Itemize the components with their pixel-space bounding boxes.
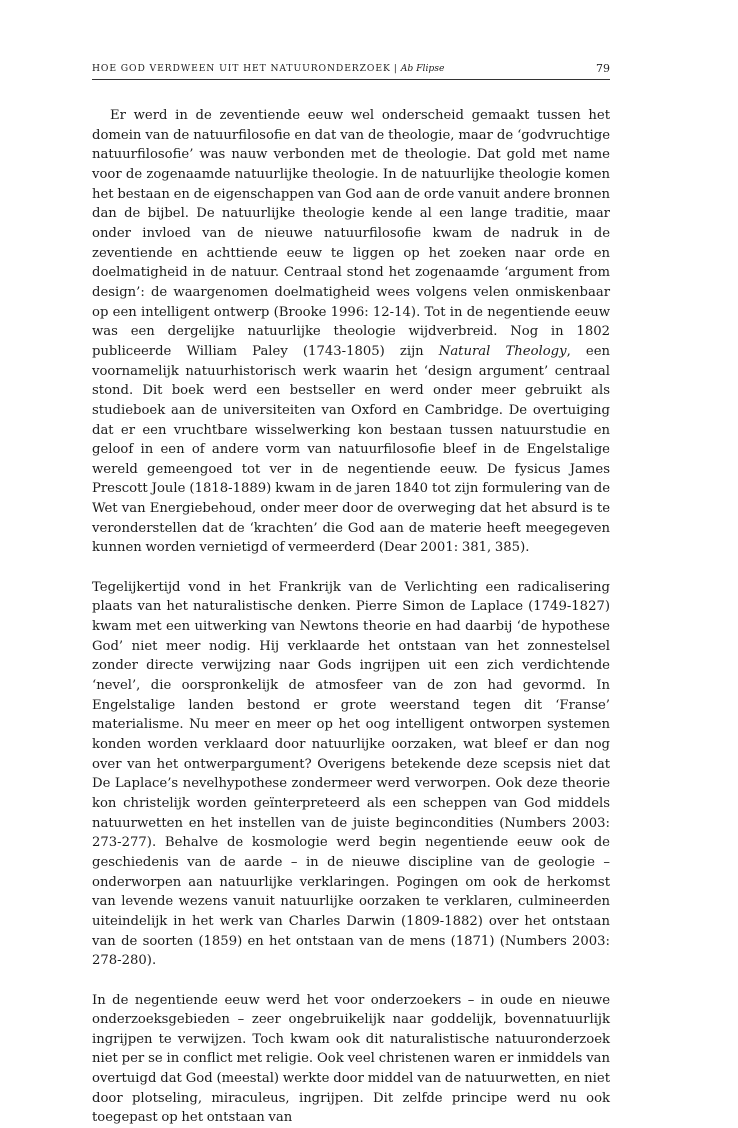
body-text xyxy=(92,106,610,1128)
paragraph-1 xyxy=(92,106,610,558)
running-author: Ab Flipse xyxy=(401,63,445,74)
paragraph-1-text-b: , een voornamelijk natuurhistorisch werk waarin het ‘design argument’ centraal stond. Dit boek werd een bestseller en werd onder meer gebruikt als studieboek aan de universiteiten van Oxford en Cambridge. De overtuiging dat er een vruchtbare wisselwerking kon bestaan tussen natuurstudie en geloof in een of andere vorm van natuurfilosofie bleef in de Engelstalige wereld gemeengoed tot ver in de negentiende eeuw. De fysicus James Prescott Joule (1818-1889) kwam in de jaren 1840 tot zijn formulering van de Wet van Energiebehoud, onder meer door de overweging dat het absurd is te veronderstellen dat de ‘krachten’ die God aan de materie heeft meegegeven kunnen worden vernietigd of vermeerderd (Dear 2001: 381, 385). xyxy=(92,344,610,556)
book-page xyxy=(92,60,610,1128)
paragraph-3: In de negentiende eeuw werd het voor onderzoekers – in oude en nieuwe onderzoeksgebieden – zeer ongebruikelijk naar goddelijk, bovennatuurlijk ingrijpen te verwijzen. Toch kwam ook dit naturalistische natuuronderzoek niet per se in conflict met religie. Ook veel christenen waren er inmiddels van overtuigd dat God (meestal) werkte door middel van de natuurwetten, en niet door plotseling, miraculeus, ingrijpen. Dit zelfde principe werd nu ook toegepast op het ontstaan van xyxy=(92,991,610,1128)
paragraph-2: Tegelijkertijd vond in het Frankrijk van de Verlichting een radicalisering plaats van het naturalistische denken. Pierre Simon de Laplace (1749-1827) kwam met een uitwerking van Newtons theorie en had daarbij ‘de hypothese God’ niet meer nodig. Hij verklaarde het ontstaan van het zonnestelsel zonder directe verwijzing naar Gods ingrijpen uit een zich verdichtende ‘nevel’, die oorspronkelijk de atmosfeer van de zon had gevormd. In Engelstalige landen bestond er grote weerstand tegen dit ‘Franse’ materialisme. Nu meer en meer op het oog intelligent ontworpen systemen konden worden verklaard door natuurlijke oorzaken, wat bleef er dan nog over van het ontwerpargument? Overigens betekende deze scepsis niet dat De Laplace’s nevelhypothese zondermeer werd verworpen. Ook deze theorie kon christelijk worden geïnterpreteerd als een scheppen van God middels natuurwetten en het instellen van de juiste begincondities (Numbers 2003: 273-277). Behalve de kosmologie werd begin negentiende eeuw ook de geschiedenis van de aarde – in de nieuwe discipline van de geologie – onderworpen aan natuurlijke verklaringen. Pogingen om ook de herkomst van levende wezens vanuit natuurlijke oorzaken te verklaren, culmineerden uiteindelijk in het werk van Charles Darwin (1809-1882) over het ontstaan van de soorten (1859) en het ontstaan van de mens (1871) (Numbers 2003: 278-280). xyxy=(92,578,610,971)
header-separator: | xyxy=(394,63,398,74)
header-rule xyxy=(92,79,610,80)
paragraph-1-text-a: Er werd in de zeventiende eeuw wel onderscheid gemaakt tussen het domein van de natuurfilosofie en dat van de theologie, maar de ‘godvruchtige natuurfilosofie’ was nauw verbonden met de theologie. Dat gold met name voor de zogenaamde natuurlijke theologie. In de natuurlijke theologie komen het bestaan en de eigenschappen van God aan de orde vanuit andere bronnen dan de bijbel. De natuurlijke theologie kende al een lange traditie, maar onder invloed van de nieuwe natuurfilosofie kwam de nadruk in de zeventiende en achttiende eeuw te liggen op het zoeken naar orde en doelmatigheid in de natuur. Centraal stond het zogenaamde ‘argument from design’: de waargenomen doelmatigheid wees volgens velen onmiskenbaar op een intelligent ontwerp (Brooke 1996: 12-14). Tot in de negentiende eeuw was een dergelijke natuurlijke theologie wijdverbreid. Nog in 1802 publiceerde William Paley (1743-1805) zijn xyxy=(92,108,610,359)
page-number: 79 xyxy=(596,60,610,78)
book-title-natural-theology: Natural Theology xyxy=(439,344,567,359)
running-title: HOE GOD VERDWEEN UIT HET NATUURONDERZOEK xyxy=(92,63,391,74)
running-header xyxy=(92,60,610,78)
